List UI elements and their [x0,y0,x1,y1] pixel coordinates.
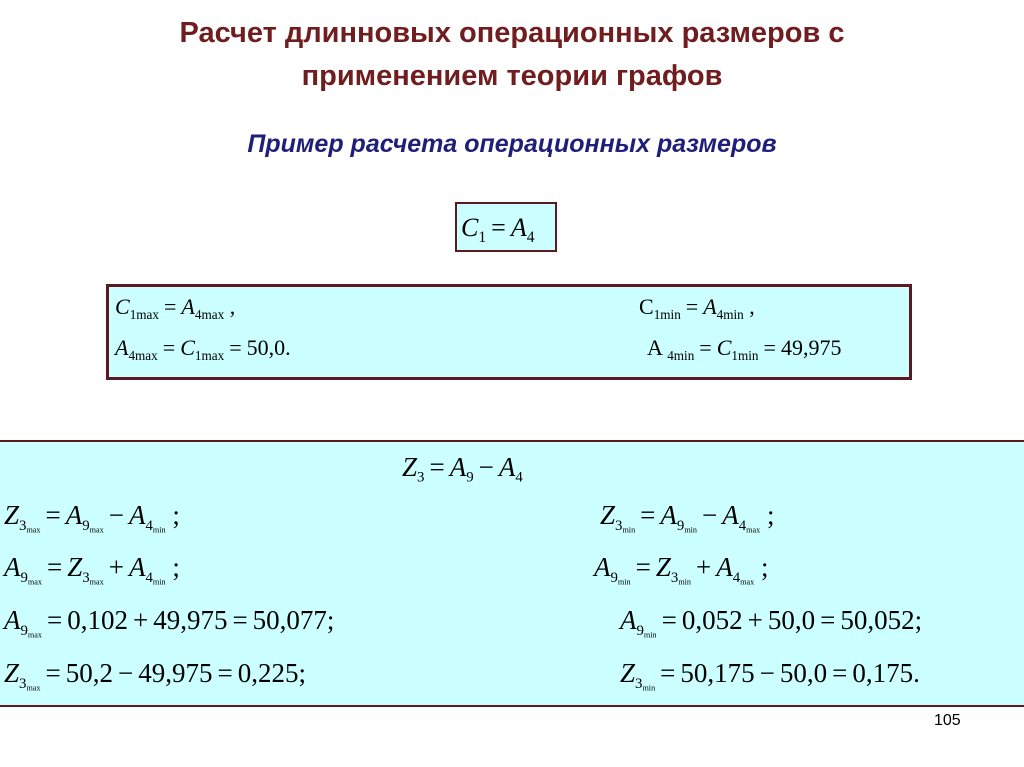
page-title [40,12,984,98]
equation-a4min: A $_{4min} = C_{1min} = 49,975$ [647,335,842,364]
equation-z3max: $Z_{3_{max}} = A_{9_{max}} - A_{4_{min}}$ ; [4,500,180,535]
equation-z3-definition: $Z_3 = A_9 - A_4$ [402,452,523,486]
page-number: 105 [934,712,961,729]
equation-a4max: $A_{4max} = C_{1max} = 50,0$. [115,335,291,364]
title-line-1: Расчет длинновых операционных размеров с [179,17,845,49]
equation-a9min-value: $A_{9_{min}} = 0,052 + 50,0 = 50,052$; [620,605,923,640]
equation-box-z3 [0,440,1024,707]
equation-a9max: $A_{9_{max}} = Z_{3_{max}} + A_{4_{min}}$ ; [4,552,180,587]
equation-c1max: $C_{1max} = A_{4max}$ , [115,294,236,323]
equation-a9min: $A_{9_{min}} = Z_{3_{min}} + A_{4_{max}}$ ; [594,552,769,587]
equation-c1min: $C_{1min} = A_{4min}$ , [639,294,755,323]
equation-z3min: $Z_{3_{min}} = A_{9_{min}} - A_{4_{max}}$ ; [600,500,775,535]
page-subtitle: Пример расчета операционных размеров [247,130,777,158]
equation-box-c1 [455,202,557,252]
equation-z3min-value: $Z_{3_{min}} = 50,175 - 50,0 = 0,175$. [620,658,920,693]
title-line-2: применением теории графов [301,60,723,92]
equation-box-c1-limits [106,284,912,380]
equation-a9max-value: $A_{9_{max}} = 0,102 + 49,975 = 50,077$; [4,605,335,640]
equation-c1-a4: $C_1 = A_4$ [461,213,535,246]
equation-z3max-value: $Z_{3_{max}} = 50,2 - 49,975 = 0,225$; [4,658,306,693]
